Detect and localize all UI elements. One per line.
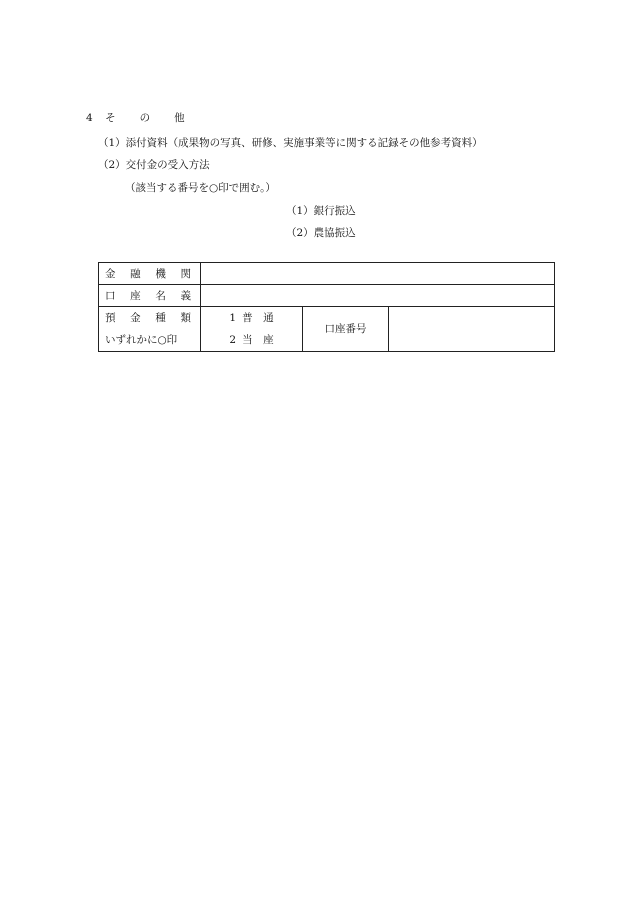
deposit-type-label: 預 金 種 類 いずれかに○印 — [99, 307, 201, 352]
section-heading: 4 そ の 他 — [86, 112, 186, 124]
deposit-type-current[interactable]: 2 当 座 — [229, 334, 274, 346]
institution-row — [99, 263, 555, 285]
option-agri-coop-transfer[interactable]: （2）農協振込 — [286, 227, 356, 239]
bank-account-table — [98, 262, 555, 352]
account-number-label: 口座番号 — [303, 307, 389, 352]
deposit-type-ordinary[interactable]: 1 普 通 — [229, 312, 274, 324]
receipt-method-item: （2）交付金の受入方法 — [98, 159, 210, 171]
account-name-value-field[interactable] — [201, 285, 555, 307]
deposit-type-row — [99, 307, 555, 352]
deposit-type-options — [201, 307, 303, 352]
option-bank-transfer[interactable]: （1）銀行振込 — [286, 205, 356, 217]
account-name-row — [99, 285, 555, 307]
deposit-type-instruction: いずれかに○印 — [105, 334, 178, 346]
account-name-label: 口 座 名 義 — [99, 285, 201, 307]
attachments-item: （1）添付資料（成果物の写真、研修、実施事業等に関する記録その他参考資料） — [98, 137, 483, 149]
instruction-note: （該当する番号を○印で囲む。） — [125, 182, 276, 194]
institution-label: 金 融 機 関 — [99, 263, 201, 285]
account-number-value-field[interactable] — [389, 307, 555, 352]
institution-value-field[interactable] — [201, 263, 555, 285]
